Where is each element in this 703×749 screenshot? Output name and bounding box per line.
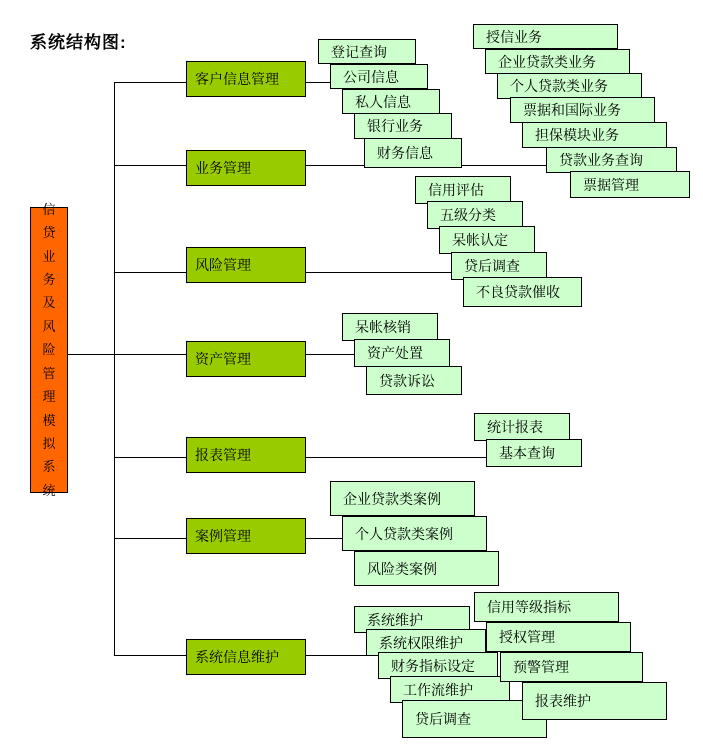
connector-trunk <box>114 82 115 656</box>
leaf-node: 预警管理 <box>500 652 643 682</box>
leaf-node: 信用等级指标 <box>474 592 619 622</box>
leaf-node: 银行业务 <box>354 113 452 139</box>
node-system-maintenance: 系统信息维护 <box>186 639 306 675</box>
leaf-node: 财务指标设定 <box>378 652 498 679</box>
leaf-node: 票据和国际业务 <box>510 97 655 123</box>
leaf-node: 系统权限维护 <box>366 629 486 656</box>
leaf-node: 授信业务 <box>473 24 618 49</box>
node-asset-mgmt: 资产管理 <box>186 341 306 377</box>
leaf-node: 信用评估 <box>415 176 511 204</box>
leaf-node: 统计报表 <box>474 413 570 441</box>
leaf-node: 贷后调查 <box>402 700 547 738</box>
leaf-node: 呆帐认定 <box>439 226 535 254</box>
leaf-node: 授权管理 <box>486 622 631 652</box>
node-case-mgmt: 案例管理 <box>186 518 306 554</box>
root-node-label: 信贷业务及风险管理模拟系统 <box>42 201 56 498</box>
leaf-node: 呆帐核销 <box>342 313 438 341</box>
node-report-mgmt: 报表管理 <box>186 437 306 473</box>
connector-branch-3-right <box>306 272 456 273</box>
connector-root <box>68 354 186 355</box>
leaf-node: 担保模块业务 <box>522 122 667 148</box>
leaf-node: 公司信息 <box>330 64 428 89</box>
leaf-node: 个人贷款类案例 <box>342 516 487 551</box>
connector-branch-7-left <box>114 655 186 656</box>
leaf-node: 基本查询 <box>486 439 582 467</box>
leaf-node: 报表维护 <box>522 682 667 720</box>
leaf-node: 个人贷款类业务 <box>497 73 642 99</box>
leaf-node: 工作流维护 <box>390 676 510 703</box>
leaf-node: 票据管理 <box>570 171 690 198</box>
leaf-node: 风险类案例 <box>354 551 499 586</box>
leaf-node: 企业贷款类业务 <box>485 49 630 74</box>
leaf-node: 不良贷款催收 <box>463 277 582 307</box>
leaf-node: 贷款业务查询 <box>546 147 677 173</box>
node-customer-info-mgmt: 客户信息管理 <box>186 61 306 97</box>
leaf-node: 资产处置 <box>354 339 450 367</box>
leaf-node: 登记查询 <box>318 39 416 64</box>
connector-branch-1-left <box>114 82 186 83</box>
leaf-node: 贷后调查 <box>451 252 547 280</box>
connector-branch-3-left <box>114 272 186 273</box>
connector-branch-5-right <box>306 457 492 458</box>
root-node <box>30 201 68 498</box>
leaf-node: 企业贷款类案例 <box>330 481 475 516</box>
node-risk-mgmt: 风险管理 <box>186 247 306 283</box>
node-business-mgmt: 业务管理 <box>186 150 306 186</box>
leaf-node: 五级分类 <box>427 201 523 229</box>
leaf-node: 财务信息 <box>364 138 462 168</box>
connector-branch-2-left <box>114 165 186 166</box>
leaf-node: 贷款诉讼 <box>366 366 462 395</box>
diagram-title: 系统结构图: <box>30 33 127 52</box>
connector-branch-6-left <box>114 538 186 539</box>
connector-branch-5-left <box>114 457 186 458</box>
leaf-node: 私人信息 <box>342 89 440 114</box>
leaf-node: 系统维护 <box>354 606 470 633</box>
